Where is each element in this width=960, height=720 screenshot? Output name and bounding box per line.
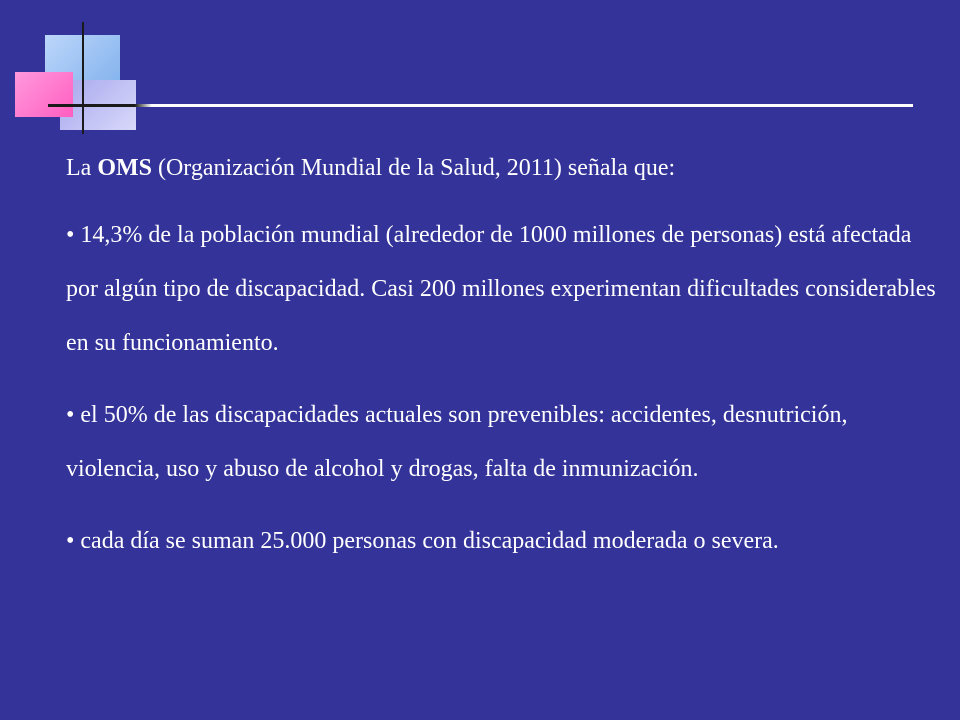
bullet-dot: • xyxy=(66,528,75,554)
bullet-item-2 xyxy=(66,388,946,496)
decor-square-pink xyxy=(15,72,73,117)
bullet-dot: • xyxy=(66,222,75,248)
bullet-dot: • xyxy=(66,402,75,428)
slide-body xyxy=(66,150,946,586)
bullet-item-3 xyxy=(66,514,946,568)
bullet-text-2: el 50% de las discapacidades actuales son prevenibles: accidentes, desnutrición, violencia, uso y abuso de alcohol y drogas, falta de inmunización. xyxy=(66,402,848,482)
intro-org: OMS xyxy=(97,155,152,181)
intro-prefix: La xyxy=(66,155,98,181)
corner-decoration xyxy=(0,0,960,140)
bullet-text-1: 14,3% de la población mundial (alrededor de 1000 millones de personas) está afectada por algún tipo de discapacidad. Casi 200 millones experimentan dificultades considerables en su funcionamiento. xyxy=(66,222,936,356)
decor-horizontal-rule xyxy=(48,104,913,107)
intro-paragraph xyxy=(66,150,946,186)
intro-suffix: (Organización Mundial de la Salud, 2011) señala que: xyxy=(151,155,676,181)
bullet-text-3: cada día se suman 25.000 personas con discapacidad moderada o severa. xyxy=(80,528,779,554)
bullet-item-1 xyxy=(66,208,946,370)
decor-vertical-line xyxy=(82,22,84,134)
